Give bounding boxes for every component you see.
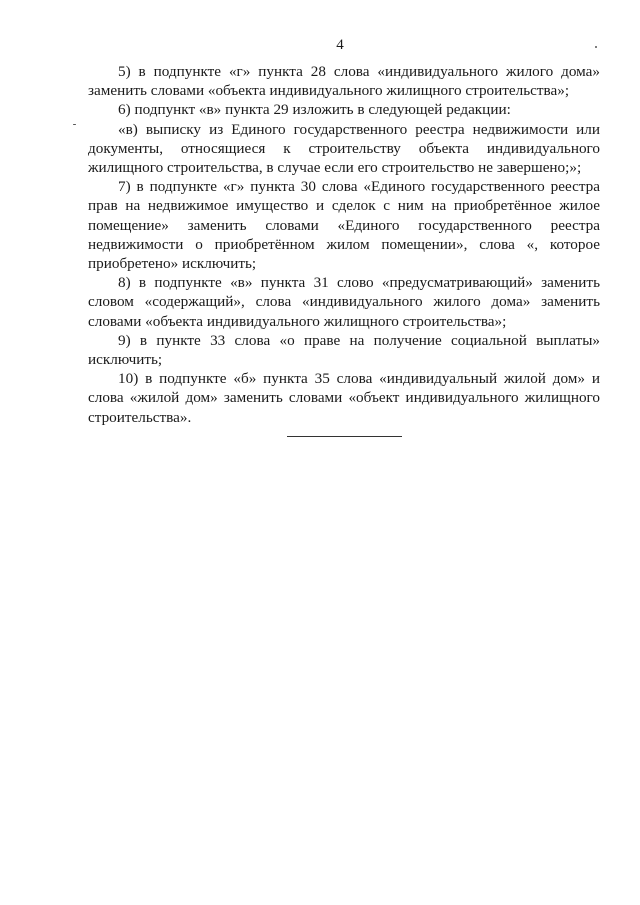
end-divider [287, 436, 402, 437]
scan-speck [595, 46, 597, 48]
page-number: 4 [336, 37, 344, 53]
document-body [88, 62, 600, 427]
paragraph-item-7: 7) в подпункте «г» пункта 30 слова «Единого государственного реестра прав на недвижимое имущество и сделок с ним на приобретённое жилое помещение» заменить словами «Единого государственного реестра недвижимости о приобретённом жилом помещении», слова «, которое приобретено» исключить; [88, 178, 600, 273]
paragraph-item-5: 5) в подпункте «г» пункта 28 слова «индивидуального жилого дома» заменить словами «объекта индивидуального жилищного строительства»; [88, 63, 600, 100]
scan-speck [73, 124, 76, 125]
paragraph-item-6-text: «в) выписку из Единого государственного реестра недвижимости или документы, относящиеся к строительству объекта индивидуального жилищного строительства, в случае если его строительство не завершено;»; [88, 120, 600, 177]
paragraph-item-6: 6) подпункт «в» пункта 29 изложить в следующей редакции: [118, 101, 511, 119]
paragraph-item-10: 10) в подпункте «б» пункта 35 слова «индивидуальный жилой дом» и слова «жилой дом» заменить словами «объект индивидуального жилищного строительства». [88, 370, 600, 426]
paragraph-item-9: 9) в пункте 33 слова «о праве на получение социальной выплаты» исключить; [88, 331, 600, 369]
paragraph-item-8: 8) в подпункте «в» пункта 31 слово «предусматривающий» заменить словом «содержащий», слова «индивидуального жилого дома» заменить словами «объекта индивидуального жилищного строительства»; [88, 274, 600, 330]
